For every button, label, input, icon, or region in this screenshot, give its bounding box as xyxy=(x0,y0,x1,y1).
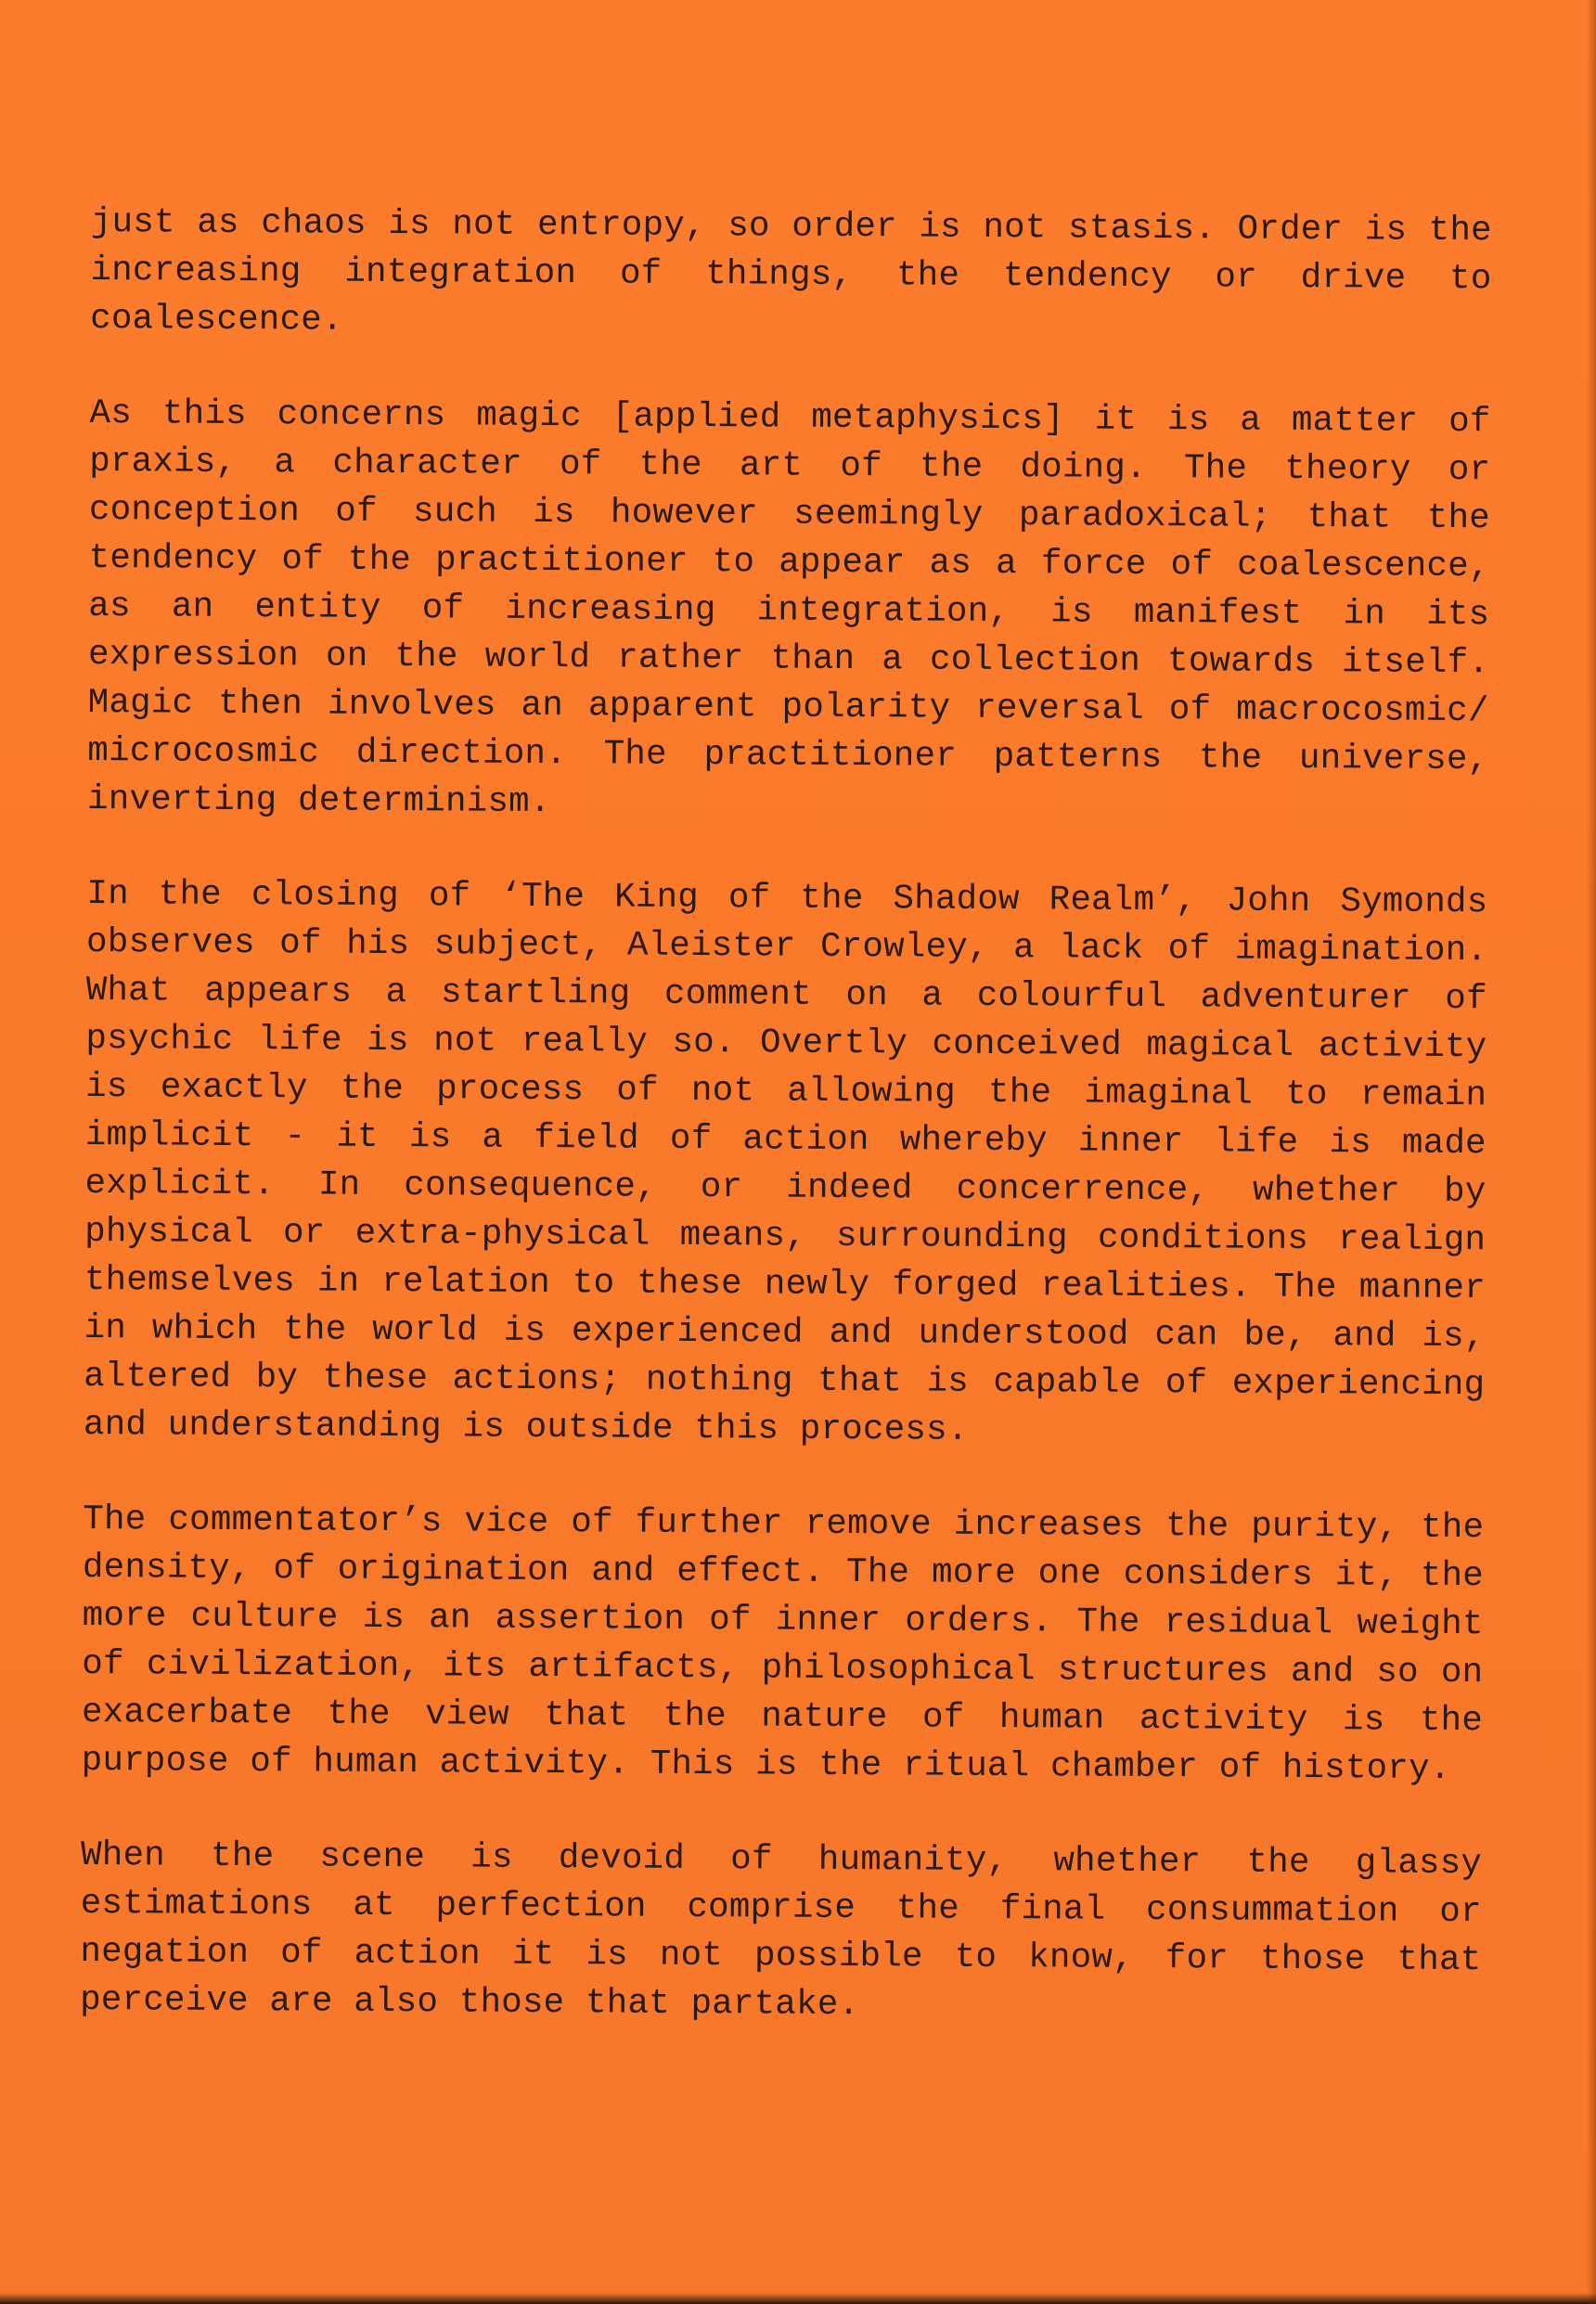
paragraph-commentator: The commentator’s vice of further remove increases the purity, the density, of origination and effect. The more one considers it, the more culture is an assertion of inner orders. The residual weight of civilization, its artifacts, philosophical structures and so on exacerbate the view that the nature of human activity is the purpose of human activity. This is the ritual chamber of history. xyxy=(81,1500,1485,1789)
paragraph-crowley: In the closing of ‘The King of the Shadow Realm’, John Symonds observes of his subject, Aleister Crowley, a lack of imagination. What appears a startling comment on a colourful adventurer of psychic life is not really so. Overtly conceived magical activity is exactly the process of not allowing the imaginal to remain implicit - it is a field of action whereby inner life is made explicit. In consequence, or indeed concerrence, whether by physical or extra-physical means, surrounding conditions realign themselves in relation to these newly forged realities. The manner in which the world is experienced and understood can be, and is, altered by these actions; nothing that is capable of experiencing and understanding is outside this process. xyxy=(83,874,1488,1450)
paragraph-order: just as chaos is not entropy, so order is not stasis. Order is the increasing integration of things, the tendency or drive to coalescence. xyxy=(90,202,1492,341)
paragraph-magic-praxis: As this concerns magic [applied metaphysics] it is a matter of praxis, a character of the art of the doing. The theory or conception of such is however seemingly paradoxical; that the tendency of the practitioner to appear as a force of coalescence, as an entity of increasing integration, is manifest in its expression on the world rather than a collection towards itself. Magic then involves an apparent polarity reversal of macrocosmic/ microcosmic direction. The practitioner patterns the universe, inverting determinism. xyxy=(86,393,1491,823)
paragraph-scene: When the scene is devoid of humanity, whether the glassy estimations at perfection comprise the final consummation or negation of action it is not possible to know, for those that perceive are also those that partake. xyxy=(80,1835,1483,2026)
body-text xyxy=(80,199,1492,2079)
scan-edge xyxy=(0,2293,1596,2304)
